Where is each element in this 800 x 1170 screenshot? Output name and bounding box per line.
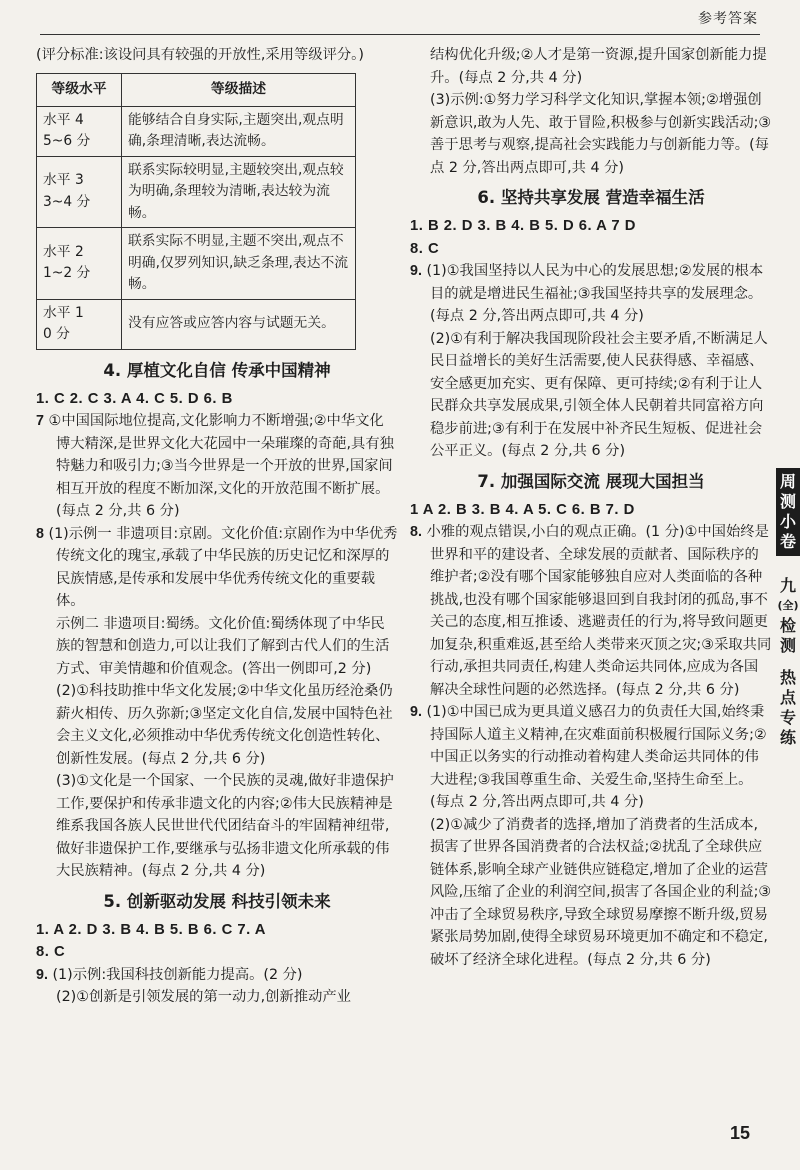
level-cell xyxy=(37,106,122,156)
section-6-q9 xyxy=(410,260,772,328)
level-desc: 能够结合自身实际,主题突出,观点明确,条理清晰,表达流畅。 xyxy=(122,106,356,156)
page-header xyxy=(0,0,800,40)
side-tab-char: 测 xyxy=(779,636,796,655)
right-column xyxy=(410,44,772,971)
table-row xyxy=(37,156,356,228)
section-7-mc-answers: 1 A 2. B 3. B 4. A 5. C 6. B 7. D xyxy=(410,501,635,518)
answer-text: (3)示例:①努力学习科学文化知识,掌握本领;②增强创新意识,敢为人先、敢于冒险,积极参与创新实践活动;③善于思考与观察,提高社会实践能力与创新能力等。(每点 2 分,答出两点即可,共 4 分) xyxy=(430,92,772,176)
section-4-mc-answers: 1. C 2. C 3. A 4. C 5. D 6. B xyxy=(36,390,233,407)
side-tab-grade xyxy=(776,570,800,662)
side-tab-topic xyxy=(776,662,800,754)
answer-text: (2)①科技助推中华文化发展;②中华文化虽历经沧桑仍薪火相传、历久弥新;③坚定文化自信,发展中国特色社会主义文化,必须推动中华优秀传统文化创造性转化、创新性发展。(每点 2 分,共 6 分) xyxy=(56,683,393,767)
answer-text: 示例二 非遗项目:蜀绣。文化价值:蜀绣体现了中华民族的智慧和创造力,可以让我们了解到古代人们的生活方式、审美情趣和价值观念。(答出一例即可,2 分) xyxy=(56,615,390,677)
section-6-q8: 8. C xyxy=(410,240,440,257)
table-row xyxy=(37,228,356,300)
side-tab-char: 测 xyxy=(779,492,796,511)
answer-text: (1)①我国坚持以人民为中心的发展思想;②发展的根本目的就是增进民生福祉;③我国坚持共享的发展理念。(每点 2 分,答出两点即可,共 4 分) xyxy=(426,263,764,324)
level-score: 5~6 分 xyxy=(43,133,91,149)
header-title: 参考答案 xyxy=(698,11,758,27)
table-header-desc: 等级描述 xyxy=(122,73,356,106)
section-6-mc-answers: 1. B 2. D 3. B 4. B 5. D 6. A 7 D xyxy=(410,218,636,234)
side-tab-char: 点 xyxy=(779,688,796,707)
left-column xyxy=(36,44,398,1009)
question-number: 9. xyxy=(410,263,422,279)
section-7-title: 7. 加强国际交流 展现大国担当 xyxy=(477,471,705,491)
level-label: 水平 4 xyxy=(43,111,84,128)
side-tab-char: 练 xyxy=(779,728,796,747)
section-4-q8 xyxy=(36,523,398,613)
section-4-title: 4. 厚植文化自信 传承中国精神 xyxy=(103,360,331,380)
section-7-q8 xyxy=(410,521,772,701)
answer-text: ①中国国际地位提高,文化影响力不断增强;②中华文化博大精深,是世界文化大花园中一朵璀璨的奇葩,具有独特魅力和吸引力;③当今世界是一个开放的世界,国家间相互开放的程度不断加深,文化的开放范围不断扩展。(每点 2 分,共 6 分) xyxy=(48,413,394,519)
section-5-q9 xyxy=(36,964,398,987)
section-6-title: 6. 坚持共享发展 营造幸福生活 xyxy=(477,188,705,207)
level-label: 水平 3 xyxy=(43,172,84,189)
answer-text: (2)①减少了消费者的选择,增加了消费者的生活成本,损害了世界各国消费者的合法权益;②扰乱了全球供应链体系,影响全球产业链供应链稳定,增加了企业的运营风险,压缩了企业的利润空间,损害了各国企业的利益;③冲击了全球贸易秩序,导致全球贸易摩擦不断升级,贸易紧张局势加剧,使得全球贸易环境更加不确定和不稳定,破坏了经济全球化进程。(每点 2 分,共 6 分) xyxy=(430,816,772,968)
side-tab-series xyxy=(776,468,800,556)
level-desc: 联系实际不明显,主题不突出,观点不明确,仅罗列知识,缺乏条理,表达不流畅。 xyxy=(122,228,356,300)
answer-text: (2)①创新是引领发展的第一动力,创新推动产业 xyxy=(56,989,351,1005)
question-number: 8. xyxy=(410,524,422,540)
section-5-q8: 8. C xyxy=(36,944,66,960)
answer-text: (3)①文化是一个国家、一个民族的灵魂,做好非遗保护工作,要保护和传承非遗文化的内容;②伟大民族精神是维系我国各族人民世世代代团结奋斗的牢固精神纽带,做好非遗保护工作,要继承与弘扬非遗文化所承载的伟大民族精神。(每点 2 分,共 4 分) xyxy=(56,773,394,879)
section-7-q9 xyxy=(410,701,772,814)
level-label: 水平 2 xyxy=(43,243,84,260)
table-row xyxy=(37,299,356,349)
answer-text: (1)①中国已成为更具道义感召力的负责任大国,始终秉持国际人道主义精神,在灾难面前积极履行国际义务;②中国正以务实的行动推动着构建人类命运共同体的伟大进程;③我国尊重生命、关爱生命,坚持生命至上。(每点 2 分,答出两点即可,共 4 分) xyxy=(426,704,767,810)
level-desc: 联系实际较明显,主题较突出,观点较为明确,条理较为清晰,表达较为流畅。 xyxy=(122,156,356,228)
answer-text: 小雅的观点错误,小白的观点正确。(1 分)①中国始终是世界和平的建设者、全球发展的贡献者、国际秩序的维护者;②没有哪个国家能够独自应对人类面临的各种挑战,也没有哪个国家能够退回到自我封闭的孤岛,事不关己的态度,相互推诿、逃避责任的行为,将导致问题更加复杂,积重难返,甚至给人类带来灭顶之灾;③采取共同行动,承担共同责任,构建人类命运共同体,应成为各国解决全球性问题的必然选择。(每点 2 分,共 6 分) xyxy=(426,524,772,698)
table-header-level: 等级水平 xyxy=(37,73,122,106)
question-number: 9. xyxy=(36,966,48,983)
side-tab-char: 周 xyxy=(779,472,796,491)
side-tab-char: 小 xyxy=(779,512,796,531)
side-tab-char: 九 xyxy=(779,576,796,595)
table-row xyxy=(37,106,356,156)
level-cell xyxy=(37,228,122,300)
side-tab-char: (全) xyxy=(777,599,799,612)
answer-text: (2)①有利于解决我国现阶段社会主要矛盾,不断满足人民日益增长的美好生活需要,使人民获得感、幸福感、安全感更加充实、更有保障、更可持续;②有利于让人民群众共享发展成果,引领全体人民朝着共同富裕方向稳步前进;③有利于在发展中补齐民生短板、促进社会公平正义。(每点 2 分,共 6 分) xyxy=(430,330,768,459)
section-5-title: 5. 创新驱动发展 科技引领未来 xyxy=(103,891,331,911)
grading-table xyxy=(36,73,356,350)
section-4-q7 xyxy=(36,410,398,523)
level-score: 3~4 分 xyxy=(43,193,91,210)
answer-text: (1)示例一 非遗项目:京剧。文化价值:京剧作为中华优秀传统文化的瑰宝,承载了中华民族的历史记忆和深厚的民族情感,是传承和发展中华优秀传统文化的重要载体。 xyxy=(48,525,398,609)
level-cell xyxy=(37,299,122,349)
side-tab-char: 热 xyxy=(779,668,796,687)
grading-note: (评分标准:该设问具有较强的开放性,采用等级评分。) xyxy=(36,47,364,63)
page-number: 15 xyxy=(729,1123,750,1143)
question-number: 7 xyxy=(36,413,44,429)
answer-text: (1)示例:我国科技创新能力提高。(2 分) xyxy=(52,966,303,983)
side-tab-char: 卷 xyxy=(779,532,796,551)
header-rule xyxy=(40,34,760,35)
side-tab-char: 检 xyxy=(779,616,796,635)
level-label: 水平 1 xyxy=(43,304,84,321)
section-5-mc-answers: 1. A 2. D 3. B 4. B 5. B 6. C 7. A xyxy=(36,921,266,938)
side-tab-char: 专 xyxy=(779,708,796,727)
table-header-row xyxy=(37,73,356,106)
answer-text: 结构优化升级;②人才是第一资源,提升国家创新能力提升。(每点 2 分,共 4 分) xyxy=(430,47,767,86)
question-number: 9. xyxy=(410,704,422,720)
level-score: 1~2 分 xyxy=(43,265,91,282)
level-score: 0 分 xyxy=(43,326,70,342)
level-desc: 没有应答或应答内容与试题无关。 xyxy=(122,299,356,349)
question-number: 8 xyxy=(36,525,44,542)
level-cell xyxy=(37,156,122,228)
side-tab xyxy=(776,468,800,754)
